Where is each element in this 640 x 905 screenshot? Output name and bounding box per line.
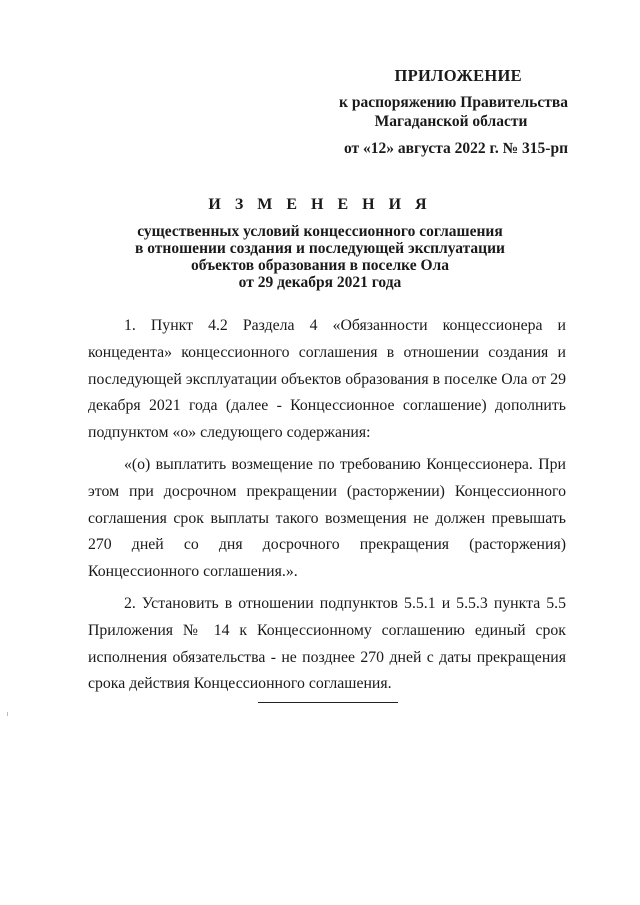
paragraph-3: 2. Установить в отношении подпунктов 5.5.1 и 5.5.3 пункта 5.5 Приложения № 14 к Концессионному соглашению единый срок исполнения обязательства - не позднее 270 дней с даты прекращения срока действия Концессионного соглашения.: [88, 594, 566, 693]
appendix-block: [298, 66, 568, 158]
appendix-line-decree: к распоряжению Правительства: [339, 94, 568, 111]
heading-title: И З М Е Н Е Н И Я: [208, 196, 432, 213]
appendix-title: ПРИЛОЖЕНИЕ: [394, 66, 522, 85]
heading-line-1: существенных условий концессионного соглашения: [137, 223, 503, 240]
appendix-line-region: Магаданской области: [374, 113, 528, 130]
scan-margin-mark: [7, 712, 8, 716]
heading-line-4: от 29 декабря 2021 года: [238, 274, 402, 291]
appendix-line-date: от «12» августа 2022 г. № 315-рп: [344, 140, 568, 157]
heading-line-3: объектов образования в поселке Ола: [191, 257, 449, 274]
paragraph-1: 1. Пункт 4.2 Раздела 4 «Обязанности концессионера и концедента» концессионного соглашения в отношении создания и последующей эксплуатации объектов образования в поселке Ола от 29 декабря 2021 года (далее - Концессионное соглашение) дополнить подпунктом «о» следующего содержания:: [88, 317, 566, 442]
heading-line-2: в отношении создания и последующей эксплуатации: [135, 240, 505, 257]
document-body: [88, 313, 566, 703]
paragraph-2: «(о) выплатить возмещение по требованию Концессионера. При этом при досрочном прекращении (расторжении) Концессионного соглашения срок выплаты такого возмещения не должен превышать 270 дней со дня досрочного прекращения (расторжения) Концессионного соглашения.».: [88, 455, 566, 581]
end-separator-line: [258, 702, 398, 703]
document-heading: [100, 196, 540, 291]
